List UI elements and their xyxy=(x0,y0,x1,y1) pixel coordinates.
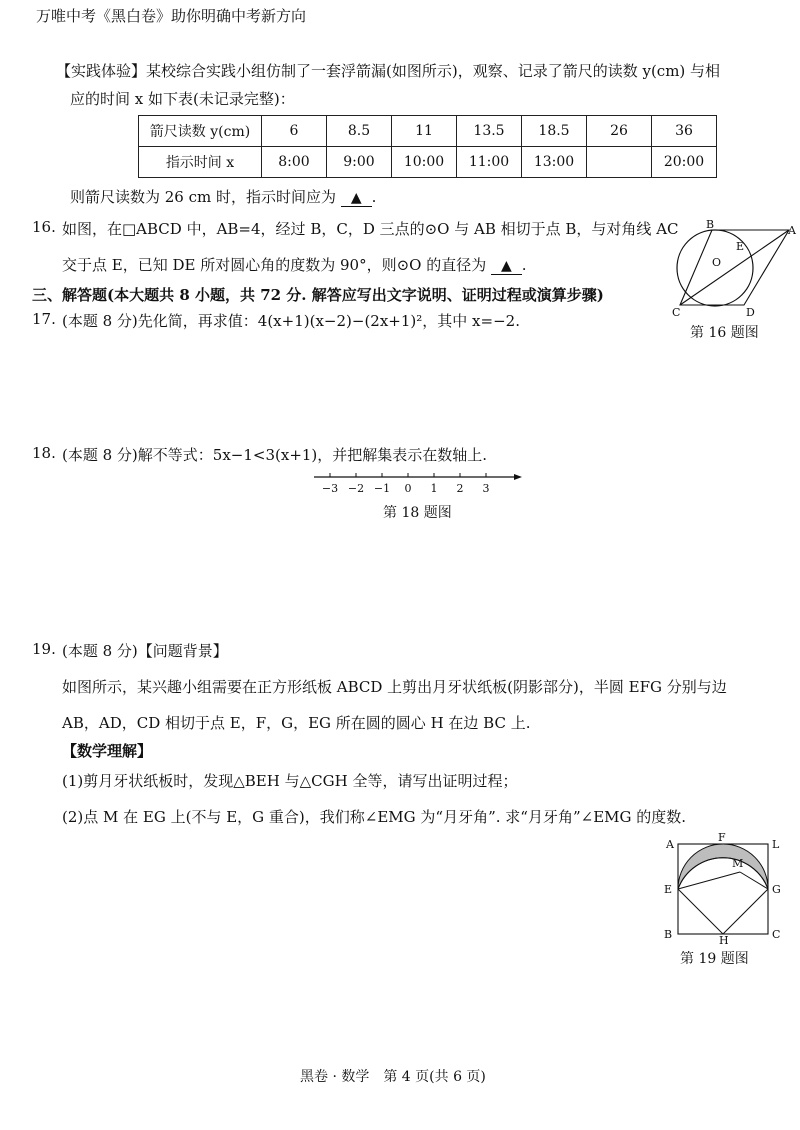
q19-caption: 第 19 题图 xyxy=(680,951,749,967)
table-cell: 9:00 xyxy=(327,147,392,178)
page-header: 万唯中考《黑白卷》助你明确中考新方向 xyxy=(36,7,307,25)
answer-blank xyxy=(341,188,372,207)
segment-em xyxy=(678,872,740,889)
table-cell: 11:00 xyxy=(457,147,522,178)
label-h: H xyxy=(719,934,729,947)
label-c: C xyxy=(772,928,781,941)
number-line xyxy=(310,468,530,500)
arrow-icon xyxy=(514,474,522,480)
q16-line-1: 如图，在□ABCD 中，AB=4，经过 B，C，D 三点的⊙O 与 AB 相切于点 B，与对角线 AC xyxy=(62,220,679,238)
table-cell: 11 xyxy=(392,116,457,147)
q19-figure xyxy=(660,831,800,947)
label-b: B xyxy=(664,928,673,941)
number-line-tick-label: −2 xyxy=(347,482,365,495)
label-o: O xyxy=(712,256,722,269)
q18-text: (本题 8 分)解不等式：5x−1<3(x+1)，并把解集表示在数轴上. xyxy=(62,446,488,464)
table-cell: 8:00 xyxy=(262,147,327,178)
q16-caption: 第 16 题图 xyxy=(690,325,759,341)
table-cell: 26 xyxy=(587,116,652,147)
table-cell: 20:00 xyxy=(652,147,717,178)
q19-paragraph-1: 如图所示，某兴趣小组需要在正方形纸板 ABCD 上剪出月牙状纸板(阴影部分)，半圆 EFG 分别与边 xyxy=(62,678,727,696)
q19-understanding: 【数学理解】 xyxy=(62,742,153,760)
label-m: M xyxy=(732,857,744,870)
label-l: L xyxy=(772,838,780,851)
number-line-tick-label: 3 xyxy=(482,482,490,495)
q16-number: 16. xyxy=(32,218,56,236)
practice-line-1: 【实践体验】某校综合实践小组仿制了一套浮箭漏(如图所示)，观察、记录了箭尺的读数 y(cm) 与相 xyxy=(56,62,721,80)
number-line-tick-label: 1 xyxy=(430,482,438,495)
number-line-tick-label: 2 xyxy=(456,482,464,495)
table-header-cell: 指示时间 x xyxy=(139,147,262,178)
table-row xyxy=(139,147,717,178)
q17-text: (本题 8 分)先化简，再求值：4(x+1)(x−2)−(2x+1)²，其中 x=−2. xyxy=(62,312,520,330)
q17-number: 17. xyxy=(32,310,56,328)
label-g: G xyxy=(772,883,781,896)
label-e: E xyxy=(664,883,673,896)
table-row xyxy=(139,116,717,147)
practice-question: 则箭尺读数为 26 cm 时，指示时间应为 ▲ . xyxy=(70,188,377,206)
q19-number: 19. xyxy=(32,640,56,658)
q19-part-2: (2)点 M 在 EG 上(不与 E，G 重合)，我们称∠EMG 为“月牙角”. 求“月牙角”∠EMG 的度数. xyxy=(62,808,687,826)
q19-part-1: (1)剪月牙状纸板时，发现△BEH 与△CGH 全等，请写出证明过程； xyxy=(62,772,518,790)
table-cell: 18.5 xyxy=(522,116,587,147)
q19-paragraph-2: AB，AD，CD 相切于点 E，F，G，EG 所在圆的圆心 H 在边 BC 上. xyxy=(62,714,531,732)
label-f: F xyxy=(718,831,726,844)
label-a: A xyxy=(788,224,796,237)
crescent-shade xyxy=(678,844,768,889)
triangle-icon: ▲ xyxy=(350,190,362,206)
table-cell: 6 xyxy=(262,116,327,147)
q19-heading: (本题 8 分)【问题背景】 xyxy=(62,642,228,660)
practice-after-text: 则箭尺读数为 26 cm 时，指示时间应为 xyxy=(70,188,337,206)
section-3-heading: 三、解答题(本大题共 8 小题，共 72 分. 解答应写出文字说明、证明过程或演算步骤) xyxy=(32,286,604,304)
number-line-tick-label: 0 xyxy=(404,482,412,495)
table-header-cell: 箭尺读数 y(cm) xyxy=(139,116,262,147)
triangle-icon: ▲ xyxy=(501,258,512,274)
record-table xyxy=(138,115,717,178)
answer-blank xyxy=(491,256,522,275)
number-line-tick-label: −1 xyxy=(373,482,391,495)
table-cell: 36 xyxy=(652,116,717,147)
label-b: B xyxy=(706,218,715,231)
q18-caption: 第 18 题图 xyxy=(383,505,452,521)
table-cell xyxy=(587,147,652,178)
segment-eh xyxy=(678,889,723,934)
table-cell: 13.5 xyxy=(457,116,522,147)
number-line-tick-label: −3 xyxy=(321,482,339,495)
practice-line-2: 应的时间 x 如下表(未记录完整)： xyxy=(70,90,295,108)
label-e: E xyxy=(736,240,745,253)
table-cell: 8.5 xyxy=(327,116,392,147)
segment-gh xyxy=(723,889,768,934)
q16-line-2: 交于点 E，已知 DE 所对圆心角的度数为 90°，则⊙O 的直径为 xyxy=(62,256,487,274)
table-cell: 10:00 xyxy=(392,147,457,178)
label-d: D xyxy=(746,306,755,319)
label-a: A xyxy=(666,838,674,851)
page-footer: 黑卷 · 数学 第 4 页(共 6 页) xyxy=(300,1069,486,1085)
q16-figure xyxy=(672,218,796,320)
q18-number: 18. xyxy=(32,444,56,462)
table-cell: 13:00 xyxy=(522,147,587,178)
label-c: C xyxy=(672,306,681,319)
